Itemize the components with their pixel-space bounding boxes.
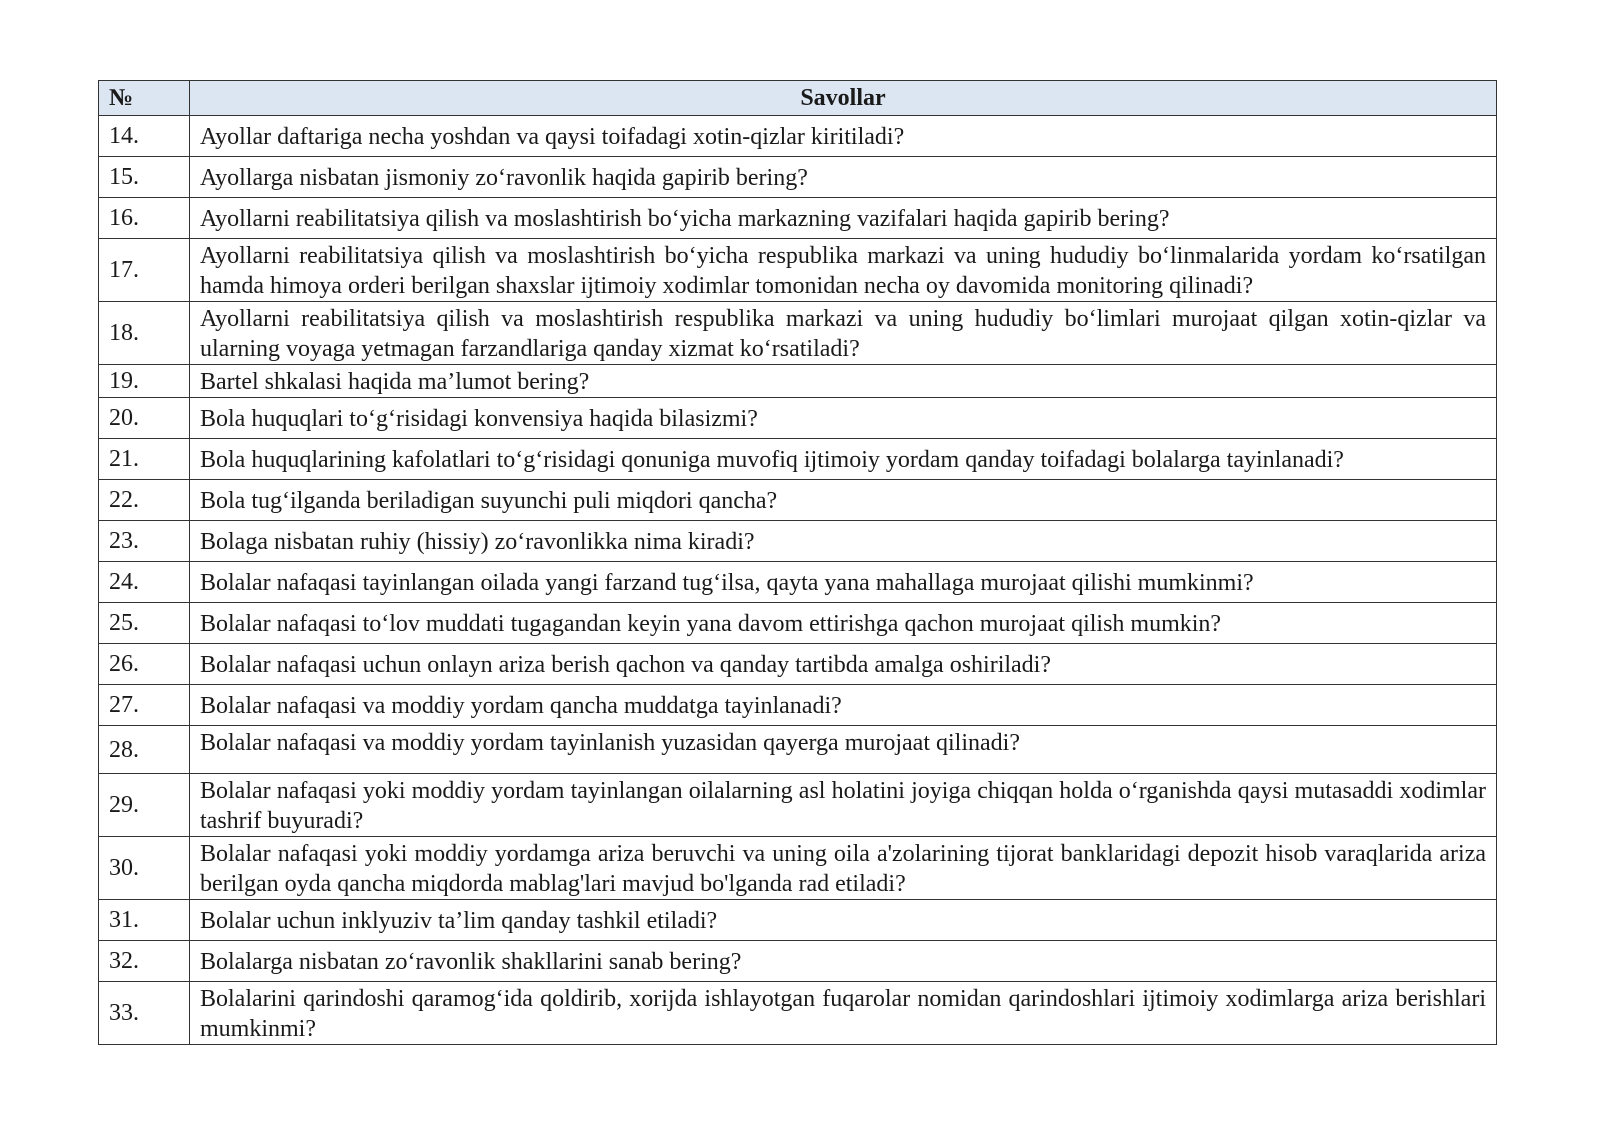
row-question: Bolalar nafaqasi tayinlangan oilada yangi farzand tugʻilsa, qayta yana mahallaga murojaat qilishi mumkinmi? <box>190 562 1497 603</box>
table-row <box>99 116 1497 157</box>
row-number: 21. <box>99 439 190 480</box>
table-row <box>99 239 1497 302</box>
row-number: 17. <box>99 239 190 302</box>
table-row <box>99 685 1497 726</box>
table-row <box>99 157 1497 198</box>
row-number: 29. <box>99 774 190 837</box>
table-row <box>99 198 1497 239</box>
row-question: Ayollarga nisbatan jismoniy zoʻravonlik haqida gapirib bering? <box>190 157 1497 198</box>
row-number: 23. <box>99 521 190 562</box>
row-question: Bola tugʻilganda beriladigan suyunchi puli miqdori qancha? <box>190 480 1497 521</box>
row-number: 14. <box>99 116 190 157</box>
row-number: 16. <box>99 198 190 239</box>
row-question: Ayollarni reabilitatsiya qilish va moslashtirish boʻyicha respublika markazi va uning hududiy boʻlinmalarida yordam koʻrsatilgan hamda himoya orderi berilgan shaxslar ijtimoiy xodimlar tomonidan necha oy davomida monitoring qilinadi? <box>190 239 1497 302</box>
row-question: Bolalar nafaqasi toʻlov muddati tugagandan keyin yana davom ettirishga qachon murojaat qilish mumkin? <box>190 603 1497 644</box>
row-question: Bola huquqlarining kafolatlari toʻgʻrisidagi qonuniga muvofiq ijtimoiy yordam qanday toifadagi bolalarga tayinlanadi? <box>190 439 1497 480</box>
table-row <box>99 562 1497 603</box>
row-question: Bolalar nafaqasi va moddiy yordam tayinlanish yuzasidan qayerga murojaat qilinadi? <box>190 726 1497 774</box>
row-question: Ayollarni reabilitatsiya qilish va moslashtirish respublika markazi va uning hududiy boʻlimlari murojaat qilgan xotin-qizlar va ularning voyaga yetmagan farzandlariga qanday xizmat koʻrsatiladi? <box>190 302 1497 365</box>
row-number: 32. <box>99 941 190 982</box>
table-row <box>99 480 1497 521</box>
row-question: Ayollarni reabilitatsiya qilish va moslashtirish boʻyicha markazning vazifalari haqida gapirib bering? <box>190 198 1497 239</box>
row-number: 15. <box>99 157 190 198</box>
table-row <box>99 982 1497 1045</box>
table-row <box>99 398 1497 439</box>
table-row <box>99 365 1497 398</box>
row-number: 25. <box>99 603 190 644</box>
row-question: Bolalar nafaqasi va moddiy yordam qancha muddatga tayinlanadi? <box>190 685 1497 726</box>
table-row <box>99 644 1497 685</box>
row-number: 24. <box>99 562 190 603</box>
row-question: Bolalar uchun inklyuziv ta’lim qanday tashkil etiladi? <box>190 900 1497 941</box>
row-question: Bartel shkalasi haqida ma’lumot bering? <box>190 365 1497 398</box>
row-number: 27. <box>99 685 190 726</box>
row-question: Bolaga nisbatan ruhiy (hissiy) zoʻravonlikka nima kiradi? <box>190 521 1497 562</box>
row-question: Bola huquqlari toʻgʻrisidagi konvensiya haqida bilasizmi? <box>190 398 1497 439</box>
row-question: Bolalar nafaqasi uchun onlayn ariza berish qachon va qanday tartibda amalga oshiriladi? <box>190 644 1497 685</box>
document-page <box>98 80 1496 1045</box>
table-row <box>99 726 1497 774</box>
row-number: 30. <box>99 837 190 900</box>
table-row <box>99 837 1497 900</box>
table-row <box>99 941 1497 982</box>
row-number: 33. <box>99 982 190 1045</box>
table-row <box>99 774 1497 837</box>
table-header-row <box>99 81 1497 116</box>
row-question: Bolalar nafaqasi yoki moddiy yordamga ariza beruvchi va uning oila a'zolarining tijorat banklaridagi depozit hisob varaqlarida ariza berilgan oyda qancha miqdorda mablag'lari mavjud bo'lganda rad etiladi? <box>190 837 1497 900</box>
header-number: № <box>99 81 190 116</box>
row-question: Bolalarini qarindoshi qaramogʻida qoldirib, xorijda ishlayotgan fuqarolar nomidan qarindoshlari ijtimoiy xodimlarga ariza berishlari mumkinmi? <box>190 982 1497 1045</box>
row-number: 31. <box>99 900 190 941</box>
row-number: 22. <box>99 480 190 521</box>
row-number: 18. <box>99 302 190 365</box>
table-row <box>99 603 1497 644</box>
row-question: Bolalar nafaqasi yoki moddiy yordam tayinlangan oilalarning asl holatini joyiga chiqqan holda oʻrganishda qaysi mutasaddi xodimlar tashrif buyuradi? <box>190 774 1497 837</box>
table-row <box>99 439 1497 480</box>
row-number: 26. <box>99 644 190 685</box>
row-question: Ayollar daftariga necha yoshdan va qaysi toifadagi xotin-qizlar kiritiladi? <box>190 116 1497 157</box>
row-number: 28. <box>99 726 190 774</box>
row-number: 20. <box>99 398 190 439</box>
header-questions: Savollar <box>190 81 1497 116</box>
table-row <box>99 900 1497 941</box>
table-row <box>99 302 1497 365</box>
row-number: 19. <box>99 365 190 398</box>
questions-table <box>98 80 1497 1045</box>
row-question: Bolalarga nisbatan zoʻravonlik shakllarini sanab bering? <box>190 941 1497 982</box>
table-row <box>99 521 1497 562</box>
